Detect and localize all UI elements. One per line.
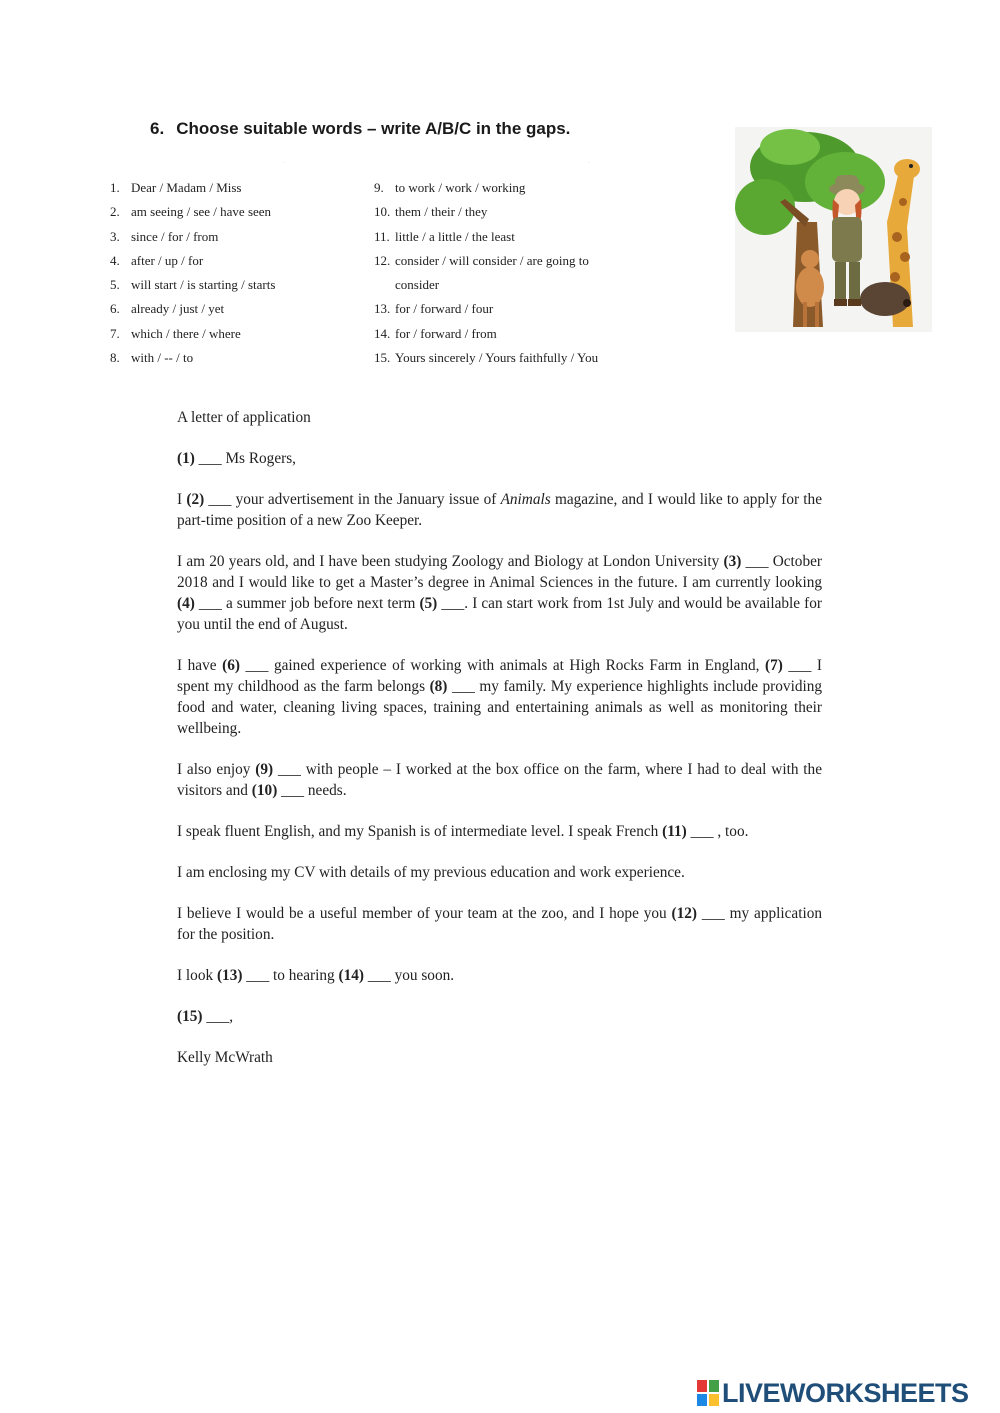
option-item: 9. to work / work / working xyxy=(374,180,526,195)
option-item: 5. will start / is starting / starts xyxy=(110,277,276,293)
option-item: 10. them / their / they xyxy=(374,204,488,220)
gap-number: (8) xyxy=(429,678,448,695)
letter-paragraph: I have (6) ___ gained experience of working with animals at High Rocks Farm in England, (7) ___ I spent my childhood as the farm belongs (8) ___ my family. My experience highlights include providing food and water, cleaning living spaces, training and entertaining animals as well as monitoring their wellbeing. xyxy=(177,657,823,737)
gap-number: (14) xyxy=(338,967,364,984)
zookeeper-illustration xyxy=(735,127,932,332)
letter-paragraph: I speak fluent English, and my Spanish is of intermediate level. I speak French (11) ___ , too. xyxy=(177,823,749,840)
gap-number: (5) xyxy=(419,595,438,612)
liveworksheets-logo-icon xyxy=(697,1380,719,1406)
letter-closing: (15) ___, xyxy=(177,1008,234,1025)
options-list-right xyxy=(374,176,694,370)
option-item: 7. which / there / where xyxy=(110,325,241,341)
letter-signature: Kelly McWrath xyxy=(177,1049,273,1066)
exercise-number: 6. xyxy=(150,119,165,138)
gap-number: (6) xyxy=(222,657,240,674)
gap-number: (12) xyxy=(671,905,698,922)
letter-salutation: (1) ___ Ms Rogers, xyxy=(177,450,296,467)
option-item-continued: consider xyxy=(395,277,440,293)
decorative-dot: · xyxy=(588,160,590,166)
letter-paragraph: I (2) ___ your advertisement in the January issue of Animals magazine, and I would like to apply for the part-time position of a new Zoo Keeper. xyxy=(177,491,822,529)
option-item: 15. Yours sincerely / Yours faithfully / You xyxy=(374,350,599,366)
gap-number: (10) xyxy=(251,782,278,799)
gap-number: (3) xyxy=(723,553,742,570)
options-list-left xyxy=(110,176,360,370)
option-item: 8. with / -- / to xyxy=(110,350,194,366)
gap-number: (7) xyxy=(765,657,783,674)
gap-number: (9) xyxy=(255,761,274,778)
gap-number: (13) xyxy=(216,967,243,984)
option-item: 14. for / forward / from xyxy=(374,325,497,341)
letter-title: A letter of application xyxy=(177,409,311,426)
gap-number: (4) xyxy=(177,595,195,612)
letter-paragraph: I am enclosing my CV with details of my previous education and work experience. xyxy=(177,864,685,881)
liveworksheets-logo-text: LIVEWORKSHEETS xyxy=(722,1377,969,1408)
option-item: 3. since / for / from xyxy=(110,228,219,244)
option-item: 1. Dear / Madam / Miss xyxy=(110,180,242,195)
liveworksheets-logo xyxy=(697,1376,997,1410)
exercise-heading xyxy=(150,119,570,139)
option-item: 4. after / up / for xyxy=(110,252,204,268)
decorative-dot: · xyxy=(283,160,285,166)
option-item: 6. already / just / yet xyxy=(110,301,225,317)
option-item: 13. for / forward / four xyxy=(374,301,494,317)
letter-paragraph: I believe I would be a useful member of your team at the zoo, and I hope you (12) ___ my application for the position. xyxy=(177,905,822,943)
letter-paragraph: I look (13) ___ to hearing (14) ___ you soon. xyxy=(177,967,455,984)
gap-number: (1) xyxy=(177,450,195,467)
option-item: 11. little / a little / the least xyxy=(374,228,515,244)
option-item: 12. consider / will consider / are going to xyxy=(374,252,589,268)
letter-body xyxy=(177,407,822,1088)
letter-paragraph: I also enjoy (9) ___ with people – I worked at the box office on the farm, where I had to deal with the visitors and (10) ___ needs. xyxy=(177,761,822,799)
gap-number: (15) xyxy=(177,1008,203,1025)
letter-paragraph: I am 20 years old, and I have been studying Zoology and Biology at London University (3) ___ October 2018 and I would like to get a Master’s degree in Animal Sciences in the future. I am currently looking (4) ___ a summer job before next term (5) ___. I can start work from 1st July and would be available for you until the end of August. xyxy=(177,553,822,633)
option-item: 2. am seeing / see / have seen xyxy=(110,204,272,220)
gap-number: (11) xyxy=(662,823,687,840)
exercise-instruction: Choose suitable words – write A/B/C in the gaps. xyxy=(176,119,571,138)
gap-number: (2) xyxy=(186,491,205,508)
